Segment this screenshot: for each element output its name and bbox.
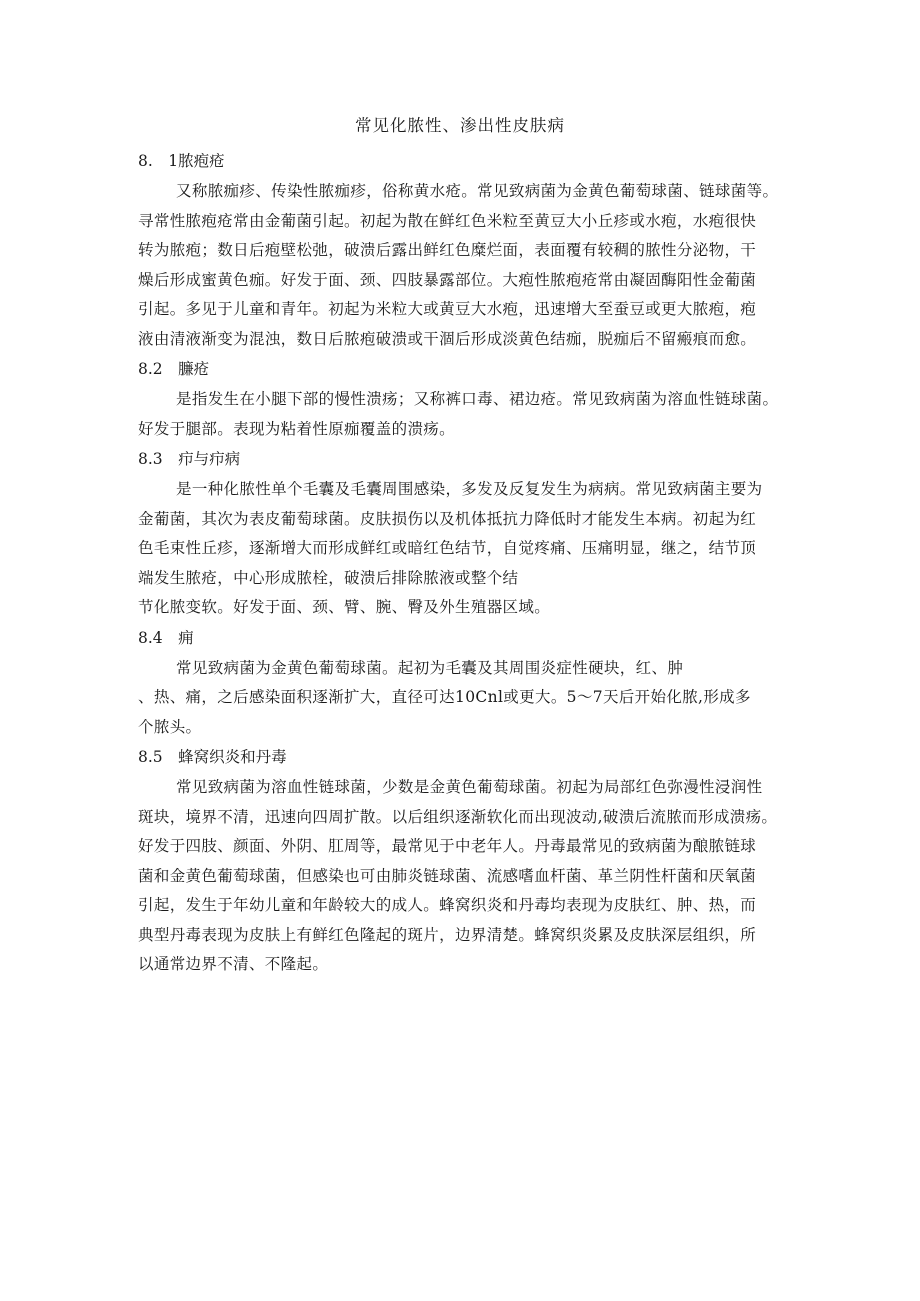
paragraph-line: 常见致病菌为金黄色葡萄球菌。起初为毛囊及其周围炎症性硬块，红、肿	[176, 658, 684, 677]
paragraph-line: 引起。多见于儿童和青年。初起为米粒大或黄豆大水疱，迅速增大至蚕豆或更大脓疱，疱	[138, 300, 757, 318]
section-heading-8-5: 8.5 蜂窝织炎和丹毒	[138, 748, 287, 766]
paragraph-line: 节化脓变软。好发于面、颈、臂、腕、臀及外生殖器区域。	[138, 598, 551, 616]
paragraph-line: 菌和金黄色葡萄球菌，但感染也可由肺炎链球菌、流感嗜血杆菌、革兰阴性杆菌和厌氧菌	[138, 866, 757, 885]
paragraph-line: 寻常性脓疱疮常由金葡菌引起。初起为散在鲜红色米粒至黄豆大小丘疹或水疱，水疱很快	[138, 211, 757, 230]
paragraph-line: 金葡菌，其次为表皮葡萄球菌。皮肤损伤以及机体抵抗力降低时才能发生本病。初起为红	[138, 509, 757, 528]
paragraph-line: 好发于腿部。表现为粘着性原痂覆盖的溃疡。	[138, 419, 456, 438]
paragraph-line: 斑块，境界不清，迅速向四周扩散。以后组织逐渐软化而出现波动,破溃后流脓而形成溃疡。	[138, 807, 778, 826]
paragraph-line: 端发生脓疮，中心形成脓栓，破溃后排除脓液或整个结	[138, 568, 519, 587]
document-body	[138, 146, 833, 980]
section-heading-8-2: 8.2 臁疮	[138, 360, 210, 378]
paragraph-line: 色毛束性丘疹，逐渐增大而形成鲜红或暗红色结节，自觉疼痛、压痛明显，继之，结节顶	[138, 539, 757, 557]
paragraph-line: 以通常边界不清、不隆起。	[138, 955, 329, 973]
paragraph-line: 又称脓痂疹、传染性脓痂疹，俗称黄水疮。常见致病菌为金黄色葡萄球菌、链球菌等。	[176, 182, 779, 200]
paragraph-line: 常见致病菌为溶血性链球菌，少数是金黄色葡萄球菌。初起为局部红色弥漫性浸润性	[176, 778, 763, 796]
paragraph-line: 典型丹毒表现为皮肤上有鲜红色隆起的斑片，边界清楚。蜂窝织炎累及皮肤深层组织，所	[138, 925, 757, 944]
paragraph-line: 转为脓疱；数日后疱壁松弛，破溃后露出鲜红色糜烂面，表面覆有较稠的脓性分泌物，干	[138, 241, 757, 259]
paragraph-line: 是指发生在小腿下部的慢性溃疡；又称裤口毒、裙边疮。常见致病菌为溶血性链球菌。	[176, 390, 779, 408]
paragraph-line: 引起，发生于年幼儿童和年龄较大的成人。蜂窝织炎和丹毒均表现为皮肤红、肿、热，而	[138, 896, 757, 914]
paragraph-line: 燥后形成蜜黄色痂。好发于面、颈、四肢暴露部位。大疱性脓疱疮常由凝固酶阳性金葡菌	[138, 270, 757, 289]
document-title: 常见化脓性、渗出性皮肤病	[355, 116, 565, 135]
section-heading-8-4: 8.4 痈	[138, 628, 194, 647]
section-heading-8-1: 8. 1脓疱疮	[138, 152, 225, 170]
paragraph-line: 液由清液渐变为混浊，数日后脓疱破溃或干涸后形成淡黄色结痂，脱痂后不留瘢痕而愈。	[138, 329, 757, 348]
section-heading-8-3: 8.3 疖与疖病	[138, 450, 241, 468]
paragraph-line: 好发于四肢、颜面、外阴、肛周等，最常见于中老年人。丹毒最常见的致病菌为酿脓链球	[138, 837, 757, 855]
paragraph-line: 是一种化脓性单个毛囊及毛囊周围感染，多发及反复发生为病病。常见致病菌主要为	[176, 480, 763, 498]
paragraph-line: 个脓头。	[138, 717, 202, 736]
paragraph-line: 、热、痛，之后感染面积逐渐扩大，直径可达10Cnl或更大。5～7天后开始化脓,形成多	[138, 688, 751, 706]
